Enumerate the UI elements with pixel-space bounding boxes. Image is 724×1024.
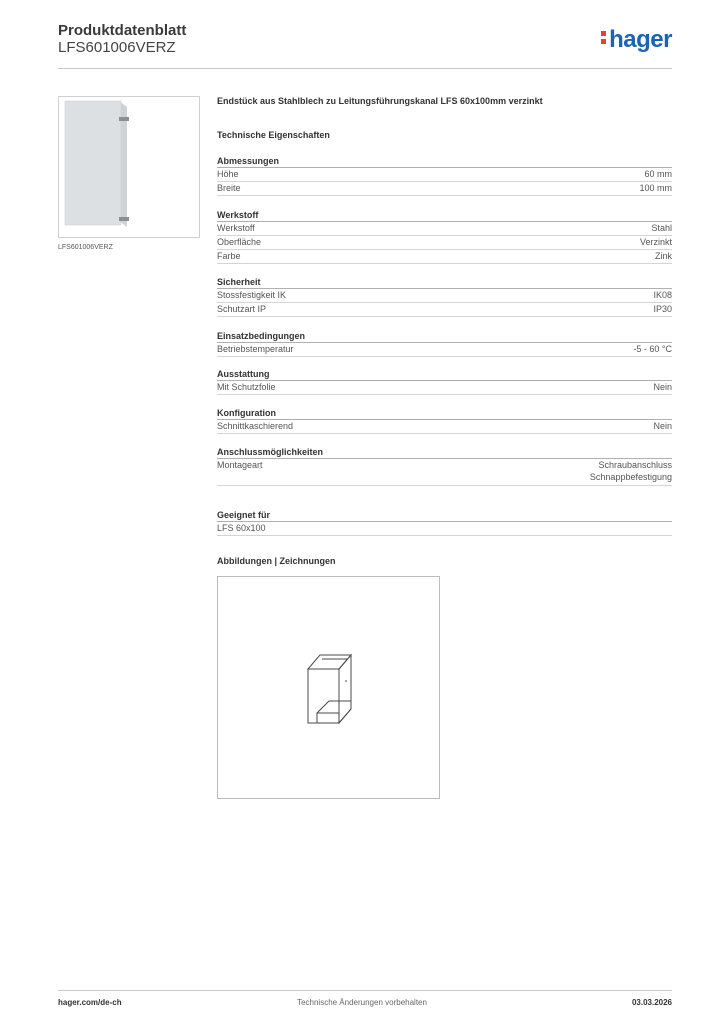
tech-heading: Technische Eigenschaften bbox=[217, 130, 330, 140]
section-sicherheit bbox=[217, 276, 672, 317]
property-row bbox=[217, 250, 672, 264]
section-einsatzbedingungen bbox=[217, 330, 672, 357]
property-label: Breite bbox=[217, 183, 241, 193]
property-value: Nein bbox=[653, 382, 672, 392]
property-label: Schnittkaschierend bbox=[217, 421, 294, 431]
property-row bbox=[217, 236, 672, 250]
property-value: Verzinkt bbox=[639, 237, 672, 247]
property-label: Montageart bbox=[217, 460, 263, 470]
footer-notice: Technische Änderungen vorbehalten bbox=[297, 998, 427, 1007]
property-row bbox=[217, 343, 672, 357]
property-row bbox=[217, 303, 672, 317]
product-drawing bbox=[217, 576, 440, 799]
property-value: -5 - 60 °C bbox=[633, 344, 672, 354]
property-label: Betriebstemperatur bbox=[217, 344, 294, 354]
section-title: Geeignet für bbox=[217, 509, 672, 522]
property-value: 60 mm bbox=[644, 169, 672, 179]
section-title: Ausstattung bbox=[217, 368, 672, 381]
property-value: Nein bbox=[653, 421, 672, 431]
property-value: IK08 bbox=[653, 290, 672, 300]
property-label: Schutzart IP bbox=[217, 304, 267, 314]
section-anschlussmoeglichkeiten bbox=[217, 446, 672, 486]
property-row bbox=[217, 459, 672, 486]
property-row bbox=[217, 182, 672, 196]
property-label: Farbe bbox=[217, 251, 241, 261]
property-row bbox=[217, 420, 672, 434]
section-title: Anschlussmöglichkeiten bbox=[217, 446, 672, 459]
section-title: Konfiguration bbox=[217, 407, 672, 420]
section-geeignet-fuer bbox=[217, 509, 672, 536]
section-title: Sicherheit bbox=[217, 276, 672, 289]
property-value: IP30 bbox=[653, 304, 672, 314]
product-thumbnail bbox=[58, 96, 200, 238]
property-value: 100 mm bbox=[639, 183, 672, 193]
thumbnail-caption: LFS601006VERZ bbox=[58, 244, 113, 251]
header-divider bbox=[58, 68, 672, 69]
property-label: Werkstoff bbox=[217, 223, 255, 233]
property-value-line: Schraubanschluss bbox=[598, 460, 672, 470]
section-abmessungen bbox=[217, 155, 672, 196]
section-title: Werkstoff bbox=[217, 209, 672, 222]
property-value-line: Schnappbefestigung bbox=[589, 472, 672, 482]
footer-date: 03.03.2026 bbox=[631, 998, 672, 1007]
property-row bbox=[217, 222, 672, 236]
property-label: Stossfestigkeit IK bbox=[217, 290, 287, 300]
section-werkstoff bbox=[217, 209, 672, 264]
property-row bbox=[217, 381, 672, 395]
property-label: Höhe bbox=[217, 169, 239, 179]
end-piece-drawing-icon bbox=[218, 577, 439, 798]
property-label: LFS 60x100 bbox=[217, 523, 266, 533]
footer-website-link[interactable]: hager.com/de-ch bbox=[58, 998, 122, 1007]
figures-heading: Abbildungen | Zeichnungen bbox=[217, 556, 336, 566]
section-konfiguration bbox=[217, 407, 672, 434]
logo-text: hager bbox=[609, 26, 672, 53]
property-value bbox=[590, 459, 672, 483]
property-label: Oberfläche bbox=[217, 237, 262, 247]
section-ausstattung bbox=[217, 368, 672, 395]
logo-dots-icon bbox=[601, 28, 607, 46]
property-row bbox=[217, 289, 672, 303]
product-description: Endstück aus Stahlblech zu Leitungsführungskanal LFS 60x100mm verzinkt bbox=[217, 96, 543, 106]
page-title: Produktdatenblatt bbox=[58, 22, 187, 39]
property-label: Mit Schutzfolie bbox=[217, 382, 276, 392]
property-value: Stahl bbox=[651, 223, 672, 233]
property-row bbox=[217, 168, 672, 182]
property-row bbox=[217, 522, 672, 536]
footer-divider bbox=[58, 990, 672, 991]
section-title: Abmessungen bbox=[217, 155, 672, 168]
hager-logo bbox=[601, 28, 672, 52]
section-title: Einsatzbedingungen bbox=[217, 330, 672, 343]
article-number: LFS601006VERZ bbox=[58, 39, 176, 56]
property-value: Zink bbox=[654, 251, 672, 261]
end-piece-image-icon bbox=[59, 97, 199, 237]
